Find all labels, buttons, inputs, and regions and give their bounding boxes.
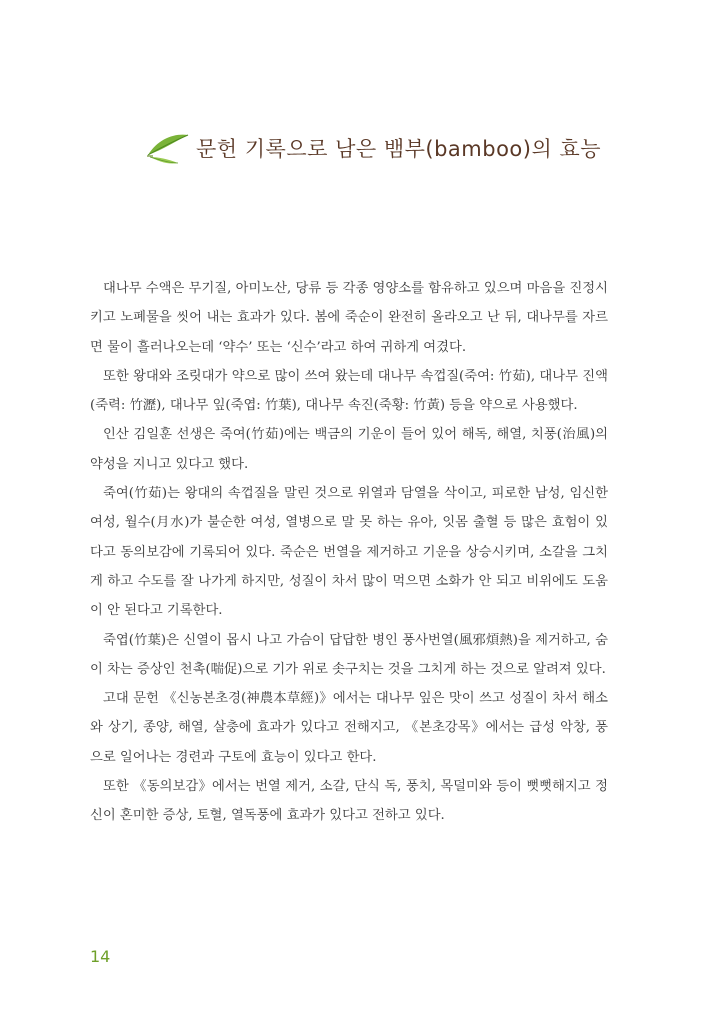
page-number: 14 bbox=[90, 947, 111, 966]
paragraph: 죽엽(竹葉)은 신열이 몹시 나고 가슴이 답답한 병인 풍사번열(風邪煩熱)을 제거하고, 숨이 차는 증상인 천촉(喘促)으로 기가 위로 솟구치는 것을 그치게 하는 것으로 알려져 있다. bbox=[90, 632, 608, 677]
paragraph: 인산 김일훈 선생은 죽여(竹茹)에는 백금의 기운이 들어 있어 해독, 해열, 치풍(治風)의 약성을 지니고 있다고 했다. bbox=[90, 427, 608, 472]
section-title: 문헌 기록으로 남은 뱀부(bamboo)의 효능 bbox=[196, 137, 601, 161]
paragraph: 또한 왕대와 조릿대가 약으로 많이 쓰여 왔는데 대나무 속껍질(죽여: 竹茹), 대나무 진액(죽력: 竹瀝), 대나무 잎(죽엽: 竹葉), 대나무 속진(죽황: 竹黃) 등을 약으로 사용했다. bbox=[90, 368, 608, 414]
body-text bbox=[90, 274, 608, 831]
section-heading bbox=[144, 120, 601, 176]
paragraph: 대나무 수액은 무기질, 아미노산, 당류 등 각종 영양소를 함유하고 있으며 마음을 진정시키고 노폐물을 씻어 내는 효과가 있다. 봄에 죽순이 완전히 올라오고 난 뒤, 대나무를 자르면 물이 흘러나오는데 ‘약수’ 또는 ‘신수’라고 하여 귀하게 여겼다. bbox=[90, 281, 608, 355]
paragraph: 고대 문헌 《신농본초경(神農本草經)》에서는 대나무 잎은 맛이 쓰고 성질이 차서 해소와 상기, 종양, 해열, 살충에 효과가 있다고 전해지고, 《본초강목》에서는 급성 악창, 풍으로 일어나는 경련과 구토에 효능이 있다고 한다. bbox=[90, 691, 608, 765]
bamboo-leaf-icon bbox=[144, 125, 190, 171]
paragraph: 죽여(竹茹)는 왕대의 속껍질을 말린 것으로 위열과 담열을 삭이고, 피로한 남성, 임신한 여성, 월수(月水)가 불순한 여성, 열병으로 말 못 하는 유아, 잇몸 출혈 등 많은 효험이 있다고 동의보감에 기록되어 있다. 죽순은 번열을 제거하고 기운을 상승시키며, 소갈을 그치게 하고 수도를 잘 나가게 하지만, 성질이 차서 많이 먹으면 소화가 안 되고 비위에도 도움이 안 된다고 기록한다. bbox=[90, 486, 608, 619]
paragraph: 또한 《동의보감》에서는 번열 제거, 소갈, 단식 독, 풍치, 목덜미와 등이 뻣뻣해지고 정신이 혼미한 증상, 토혈, 열독풍에 효과가 있다고 전하고 있다. bbox=[90, 779, 608, 824]
